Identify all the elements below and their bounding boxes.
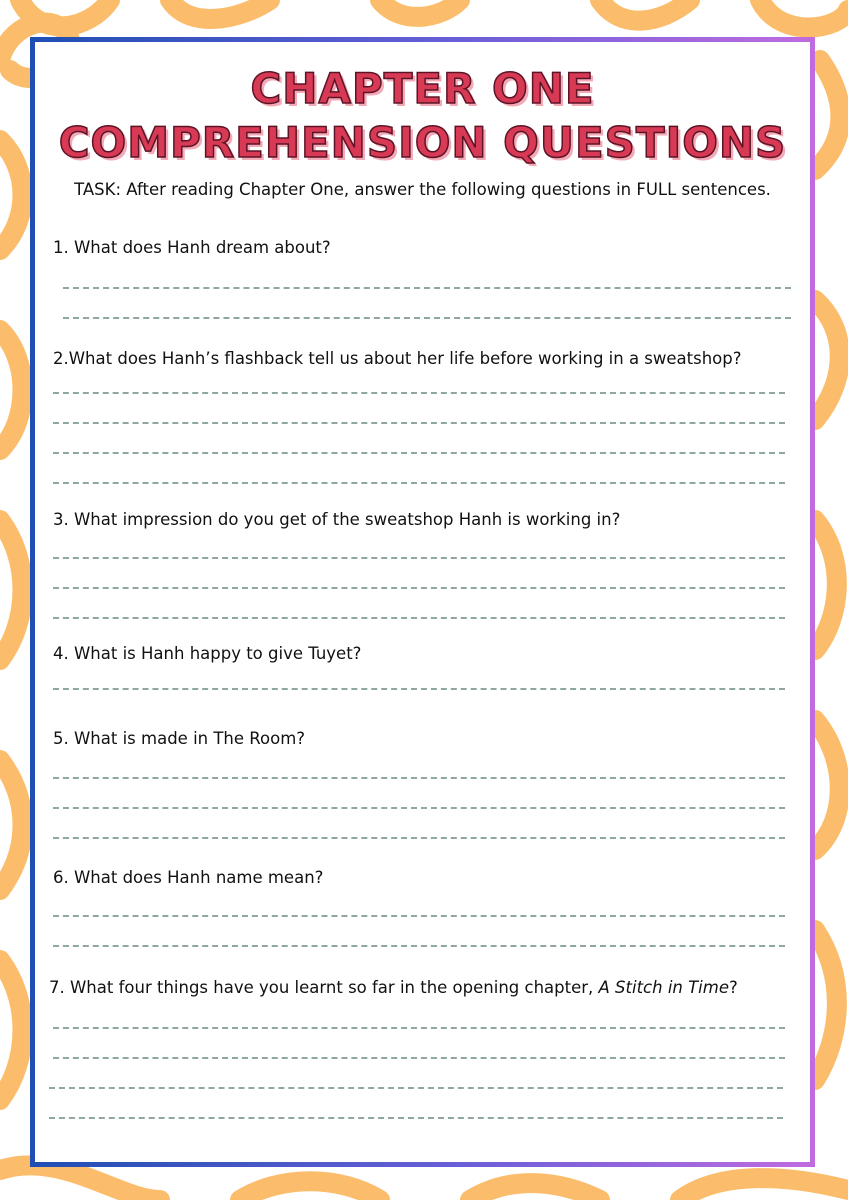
answer-line[interactable] — [53, 587, 785, 589]
title-line-1: CHAPTER ONE — [250, 64, 595, 113]
question-3: 3. What impression do you get of the sweatshop Hanh is working in? — [53, 510, 621, 529]
question-5: 5. What is made in The Room? — [53, 729, 306, 748]
answer-line[interactable] — [49, 1117, 783, 1119]
answer-line[interactable] — [49, 1087, 783, 1089]
answer-line[interactable] — [53, 915, 785, 917]
worksheet-frame — [30, 37, 815, 1167]
question-6: 6. What does Hanh name mean? — [53, 868, 324, 887]
question-4: 4. What is Hanh happy to give Tuyet? — [53, 644, 362, 663]
answer-line[interactable] — [53, 452, 785, 454]
answer-line[interactable] — [53, 807, 785, 809]
title-line-2: COMPREHENSION QUESTIONS — [58, 118, 787, 167]
answer-line[interactable] — [63, 317, 791, 319]
question-2: 2.What does Hanh’s flashback tell us about her life before working in a sweatshop? — [53, 349, 742, 368]
answer-line[interactable] — [53, 945, 785, 947]
answer-line[interactable] — [53, 777, 785, 779]
book-title: A Stitch in Time — [598, 978, 729, 997]
answer-line[interactable] — [53, 422, 785, 424]
answer-line[interactable] — [63, 287, 791, 289]
question-7-end: ? — [729, 978, 738, 997]
answer-line[interactable] — [53, 688, 785, 690]
task-instructions: TASK: After reading Chapter One, answer the following questions in FULL sentences. — [74, 180, 771, 199]
answer-line[interactable] — [53, 392, 785, 394]
question-1: 1. What does Hanh dream about? — [53, 238, 331, 257]
question-7 — [49, 978, 738, 997]
answer-line[interactable] — [53, 482, 785, 484]
answer-line[interactable] — [53, 1027, 785, 1029]
answer-line[interactable] — [53, 837, 785, 839]
question-7-text: 7. What four things have you learnt so far in the opening chapter, — [49, 978, 599, 997]
answer-line[interactable] — [53, 557, 785, 559]
answer-line[interactable] — [53, 1057, 785, 1059]
answer-line[interactable] — [53, 617, 785, 619]
